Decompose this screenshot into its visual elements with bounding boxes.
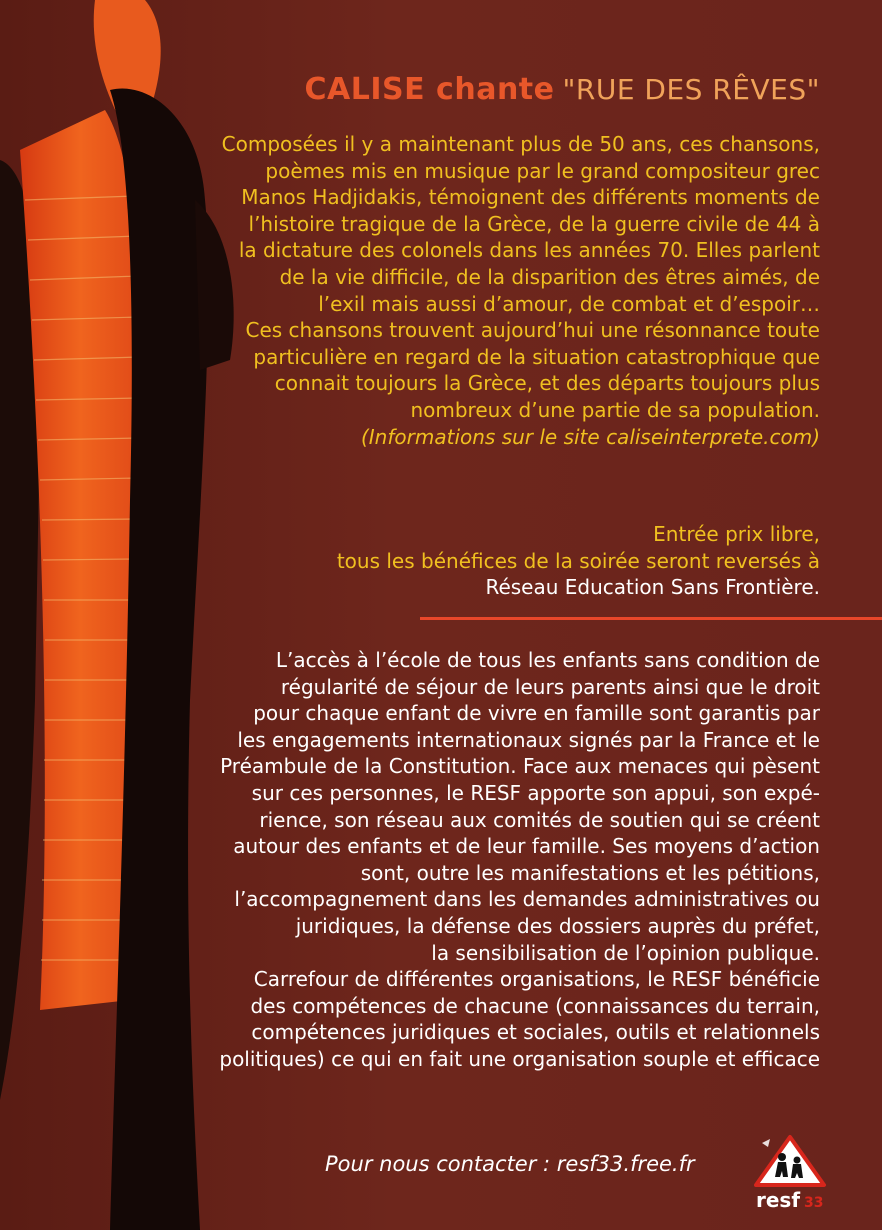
description-line: l’histoire tragique de la Grèce, de la guerre civile de 44 à (248, 211, 820, 236)
contact-line: Pour nous contacter : resf33.free.fr (325, 1152, 695, 1176)
title-main: CALISE chante (304, 72, 555, 107)
concert-description (222, 131, 820, 450)
description-line: Ces chansons trouvent aujourd’hui une résonnance toute (245, 318, 820, 343)
title-song: "RUE DES RÊVES" (562, 73, 820, 106)
resf-line: l’accompagnement dans les demandes administratives ou (234, 887, 820, 912)
resf-line: régularité de séjour de leurs parents ainsi que le droit (280, 674, 820, 699)
entry-beneficiary: Réseau Education Sans Frontière. (485, 575, 820, 600)
description-line: nombreux d’une partie de sa population. (410, 397, 820, 422)
description-line: connait toujours la Grèce, et des départs toujours plus (274, 371, 820, 396)
resf-line: sont, outre les manifestations et les pétitions, (360, 860, 820, 885)
resf-line: pour chaque enfant de vivre en famille sont garantis par (253, 701, 820, 726)
description-line: Manos Hadjidakis, témoignent des différents moments de (241, 185, 820, 210)
resf-description (219, 647, 820, 1073)
description-line: Composées il y a maintenant plus de 50 ans, ces chansons, (221, 132, 820, 156)
svg-text:resf: resf (756, 1188, 801, 1212)
resf-line: rience, son réseau aux comités de soutien qui se créent (259, 807, 820, 832)
section-divider (420, 617, 882, 620)
resf-line: L’accès à l’école de tous les enfants sans condition de (275, 648, 820, 672)
description-line: la dictature des colonels dans les années 70. Elles parlent (238, 238, 820, 263)
description-line: de la vie difficile, de la disparition des êtres aimés, de (279, 264, 820, 289)
entry-info (337, 521, 820, 601)
resf-line: Carrefour de différentes organisations, le RESF bénéficie (253, 967, 820, 992)
resf-line: Préambule de la Constitution. Face aux menaces qui pèsent (220, 754, 820, 779)
entry-price: Entrée prix libre, (653, 522, 820, 546)
resf-line: autour des enfants et de leur famille. Ses moyens d’action (233, 834, 820, 859)
resf-line: politiques) ce qui en fait une organisation souple et efficace (219, 1046, 820, 1071)
resf-line: sur ces personnes, le RESF apporte son appui, son expé- (251, 780, 820, 805)
description-line: particulière en regard de la situation catastrophique que (253, 344, 820, 369)
resf-line: les engagements internationaux signés par la France et le (237, 727, 820, 752)
concert-title (305, 72, 821, 107)
info-website-line: (Informations sur le site caliseinterprete.com) (360, 424, 820, 449)
description-line: l’exil mais aussi d’amour, de combat et d’espoir… (318, 291, 820, 316)
resf33-logo (752, 1133, 828, 1213)
svg-text:33: 33 (804, 1195, 824, 1211)
resf-line: la sensibilisation de l’opinion publique. (431, 940, 820, 965)
entry-benefits: tous les bénéfices de la soirée seront reversés à (336, 548, 820, 573)
resf-line: compétences juridiques et sociales, outils et relationnels (251, 1020, 820, 1045)
description-line: poèmes mis en musique par le grand compositeur grec (265, 158, 820, 183)
resf-line: juridiques, la défense des dossiers auprès du préfet, (295, 913, 820, 938)
resf-line: des compétences de chacune (connaissances du terrain, (250, 993, 820, 1018)
